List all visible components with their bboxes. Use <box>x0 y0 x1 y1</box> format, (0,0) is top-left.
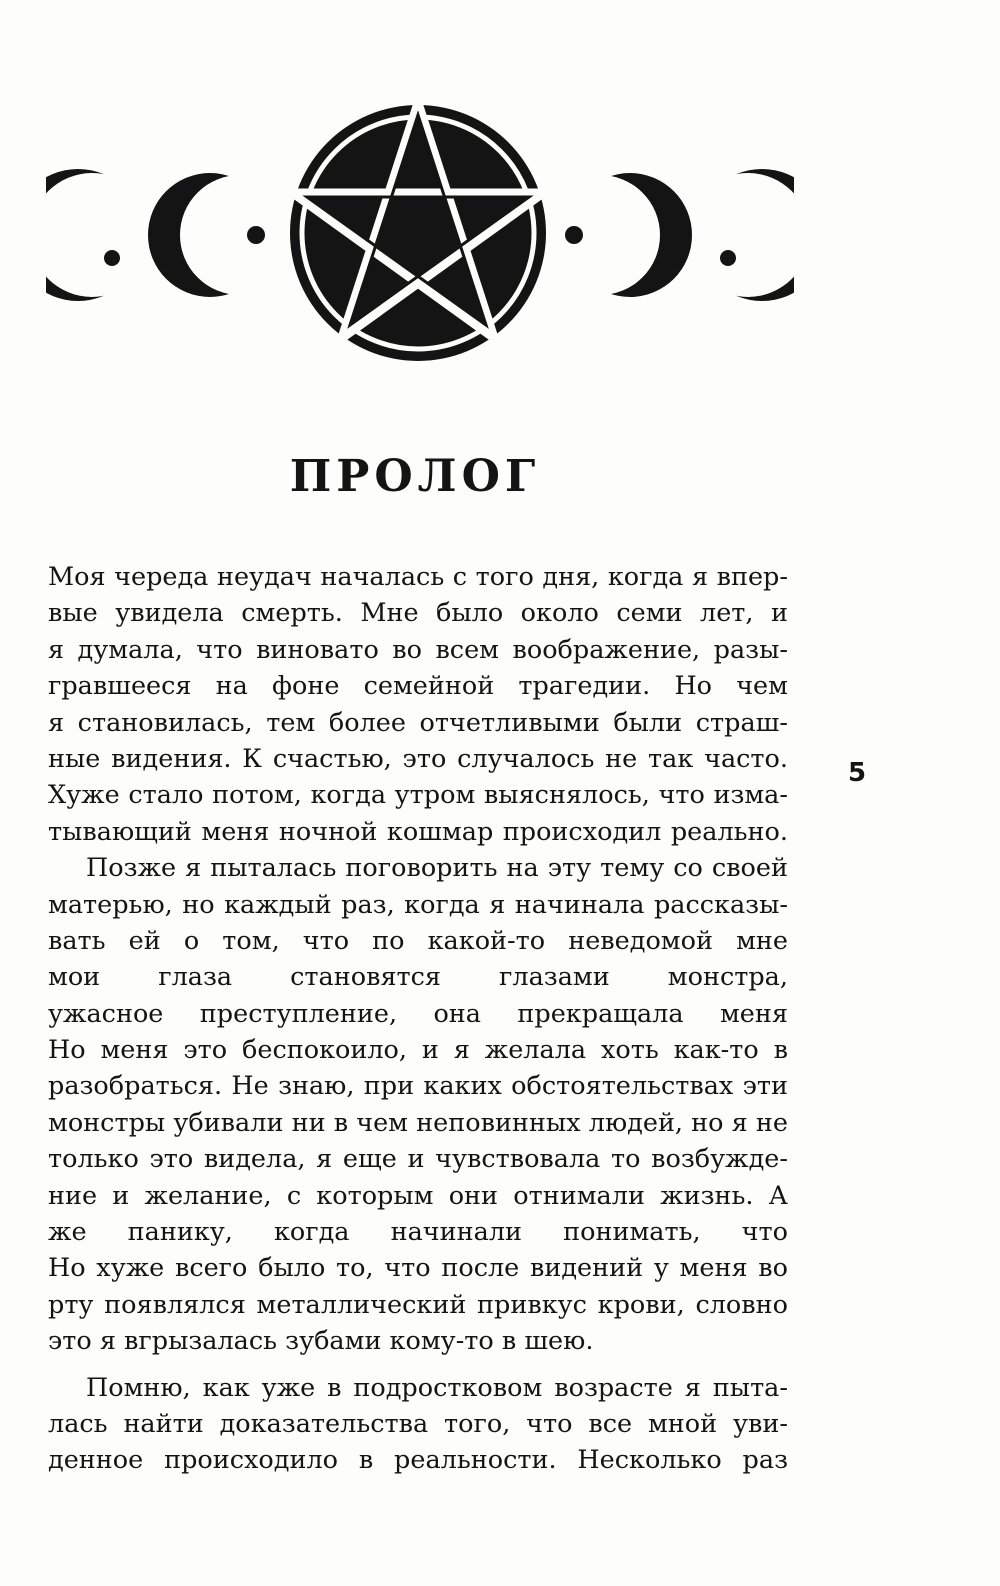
right-inner-crescent <box>568 173 692 297</box>
text-line: лась найти доказательства того, что все мной уви- <box>48 1408 788 1439</box>
text-line: Но хуже всего было то, что после видений у меня во <box>48 1253 788 1284</box>
text-line: тывающий меня ночной кошмар происходил реально. <box>48 816 788 847</box>
text-line: рту появлялся металлический привкус крови, словно <box>48 1289 788 1320</box>
text-line: я становилась, тем более отчетливыми были страш- <box>48 707 788 738</box>
text-line: ужасное преступление, она прекращала меня <box>48 998 788 1029</box>
page-number: 5 <box>848 758 867 788</box>
text-line: вать ей о том, что по какой-то неведомой мне <box>48 925 788 956</box>
pentacle-disc <box>290 105 546 361</box>
right-outer-crescent <box>696 169 800 301</box>
text-line: Хуже стало потом, когда утром выяснялось, что изма- <box>48 780 788 811</box>
text-line: денное происходило в реальности. Несколько раз <box>48 1445 788 1476</box>
text-line: ные видения. К счастью, это случалось не так часто. <box>48 743 788 774</box>
text-line: гравшееся на фоне семейной трагедии. Но чем <box>48 671 788 702</box>
text-line: разобраться. Не знаю, при каких обстоятельствах эти <box>48 1071 788 1102</box>
text-line: ние и желание, с которым они отнимали жизнь. А <box>48 1180 788 1211</box>
chapter-title: ПРОЛОГ <box>289 451 541 502</box>
left-outer-crescent <box>40 169 144 301</box>
text-line: Позже я пыталась поговорить на эту тему со своей <box>86 853 788 884</box>
left-inner-dot <box>247 226 265 244</box>
left-outer-dot <box>104 250 120 266</box>
paragraph-3 <box>48 1370 788 1479</box>
body-text <box>48 559 788 1479</box>
text-line: я думала, что виновато во всем воображение, разы- <box>48 634 788 665</box>
triple-moon-pentacle-icon <box>40 85 800 375</box>
text-line: вые увидела смерть. Мне было около семи лет, и <box>48 598 788 629</box>
text-line: матерью, но каждый раз, когда я начинала рассказы- <box>48 889 788 920</box>
text-line: только это видела, я еще и чувствовала то возбужде- <box>48 1144 788 1175</box>
text-line: мои глаза становятся глазами монстра, <box>48 962 788 993</box>
text-line: Но меня это беспокоило, и я желала хоть как-то в <box>48 1035 788 1066</box>
text-line: монстры убивали ни в чем неповинных людей, но я не <box>48 1107 788 1138</box>
paragraph-2 <box>48 850 788 1359</box>
text-line: Моя череда неудач началась с того дня, когда я впер- <box>48 562 788 592</box>
text-line: Помню, как уже в подростковом возрасте я пыта- <box>86 1372 788 1403</box>
text-line: же панику, когда начинали понимать, что <box>48 1217 788 1248</box>
paragraph-1 <box>48 559 788 850</box>
text-line: это я вгрызалась зубами кому-то в шею. <box>48 1326 594 1357</box>
